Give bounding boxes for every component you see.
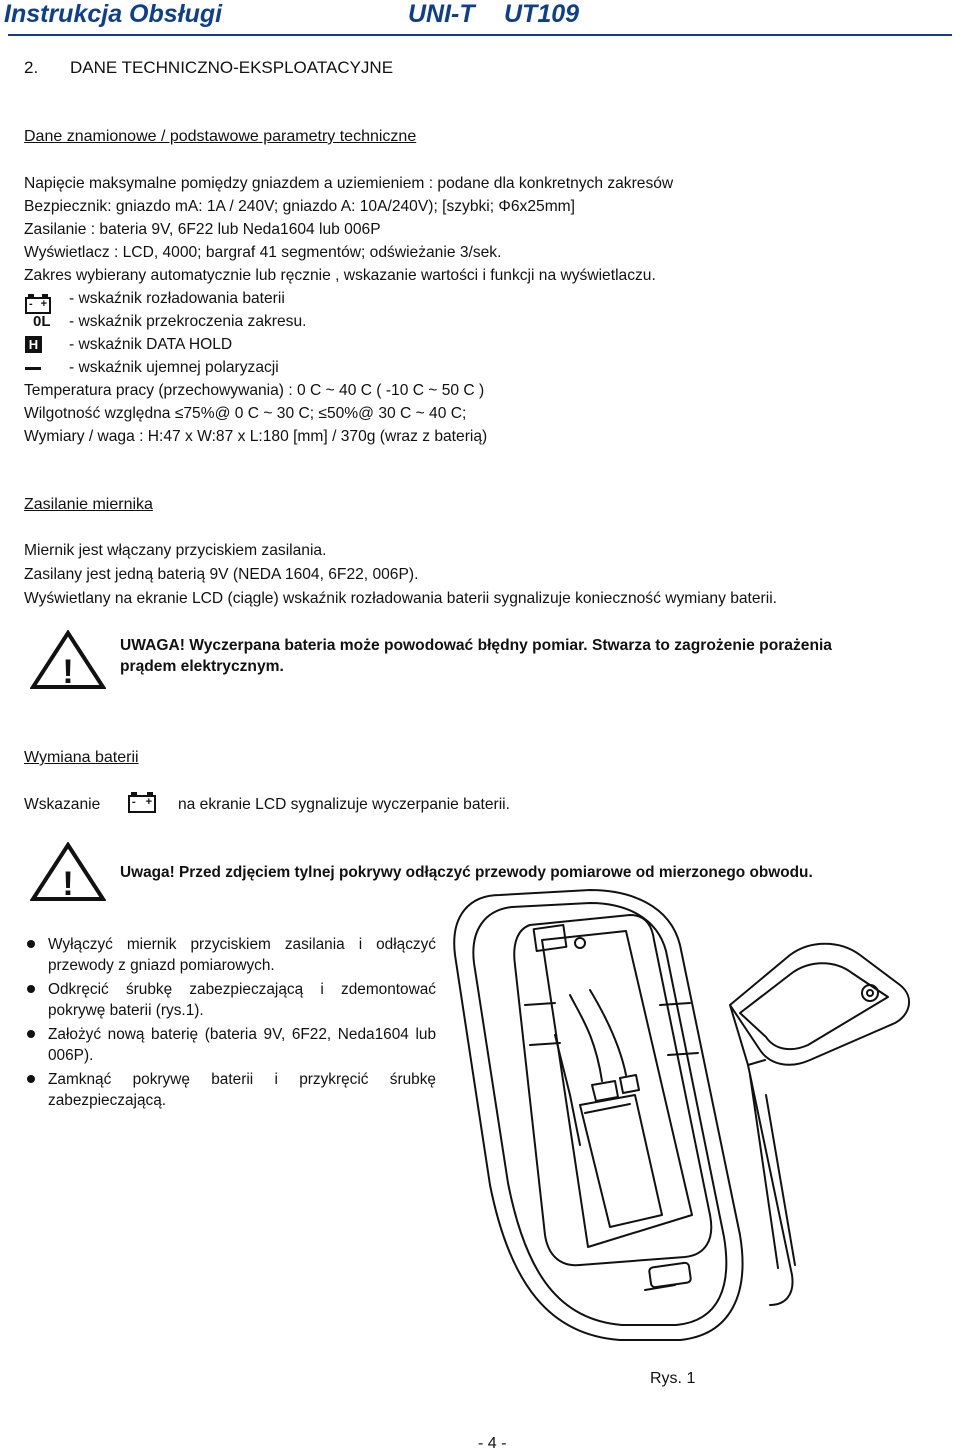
header-model-code: UT109 [504,0,580,28]
battery-minus-sign: - [29,298,33,310]
replace-steps [24,934,436,1114]
spec-line: Wyświetlacz : LCD, 4000; bargraf 41 segmentów; odświeżanie 3/sek. [24,244,502,261]
hold-icon: H [25,336,42,353]
minus-icon [25,367,41,370]
spec-line: Bezpiecznik: gniazdo mA: 1A / 240V; gniazdo A: 10A/240V); [szybki; Φ6x25mm] [24,198,576,215]
power-warning-line1: UWAGA! Wyczerpana bateria może powodować błędny pomiar. Stwarza to zagrożenie porażenia [120,637,832,654]
list-item: Wyłączyć miernik przyciskiem zasilania i odłączyć przewody z gniazd pomiarowych. [24,934,436,976]
ol-icon: 0L [33,313,51,330]
warning-icon [30,842,106,902]
replace-indication-left: Wskazanie [24,796,101,813]
battery-icon-body [128,795,156,813]
header-model: UNI-T [408,0,475,28]
battery-icon [25,293,53,311]
section-title [24,58,393,78]
header-rule [8,34,952,36]
spec-line: Zasilanie : bateria 9V, 6F22 lub Neda1604 lub 006P [24,221,381,238]
indicator-overload-text: - wskaźnik przekroczenia zakresu. [69,313,307,330]
warning-icon [30,630,106,690]
battery-compartment-illustration [430,885,958,1355]
list-item: Założyć nową baterię (bateria 9V, 6F22, Neda1604 lub 006P). [24,1024,436,1066]
spec-line: Wilgotność względna ≤75%@ 0 C ~ 30 C; ≤50%@ 30 C ~ 40 C; [24,405,467,422]
indicator-negative-text: - wskaźnik ujemnej polaryzacji [69,359,279,376]
battery-plus-sign: + [40,298,47,310]
power-heading: Zasilanie miernika [24,496,153,513]
battery-icon [128,790,158,812]
power-warning-line2: prądem elektrycznym. [120,658,284,675]
section-number: 2. [24,58,39,77]
specs-heading: Dane znamionowe / podstawowe parametry techniczne [24,128,417,145]
figure-caption: Rys. 1 [650,1370,696,1387]
list-item: Odkręcić śrubkę zabezpieczającą i zdemontować pokrywę baterii (rys.1). [24,979,436,1021]
replace-heading: Wymiana baterii [24,749,139,766]
warning-mark: ! [62,865,74,902]
power-line: Wyświetlany na ekranie LCD (ciągle) wskaźnik rozładowania baterii sygnalizuje konieczność wymiany baterii. [24,590,778,607]
spec-line: Zakres wybierany automatycznie lub ręcznie , wskazanie wartości i funkcji na wyświetlaczu. [24,267,656,284]
spec-line: Napięcie maksymalne pomiędzy gniazdem a uziemieniem : podane dla konkretnych zakresów [24,175,674,192]
spec-line: Wymiary / waga : H:47 x W:87 x L:180 [mm] / 370g (wraz z baterią) [24,428,488,445]
battery-plus-sign: + [145,796,152,808]
replace-indication-right: na ekranie LCD sygnalizuje wyczerpanie baterii. [178,796,510,813]
replace-warning: Uwaga! Przed zdjęciem tylnej pokrywy odłączyć przewody pomiarowe od mierzonego obwodu. [120,864,813,881]
power-line: Zasilany jest jedną baterią 9V (NEDA 1604, 6F22, 006P). [24,566,419,583]
spec-line: Temperatura pracy (przechowywania) : 0 C ~ 40 C ( -10 C ~ 50 C ) [24,382,485,399]
section-title-text: DANE TECHNICZNO-EKSPLOATACYJNE [70,58,394,77]
warning-mark: ! [62,653,74,690]
indicator-battery-text: - wskaźnik rozładowania baterii [69,290,285,307]
indicator-hold-text: - wskaźnik DATA HOLD [69,336,233,353]
page-number: - 4 - [478,1435,507,1452]
battery-minus-sign: - [132,796,136,808]
power-line: Miernik jest włączany przyciskiem zasilania. [24,542,327,559]
header-title: Instrukcja Obsługi [4,0,223,28]
list-item: Zamknąć pokrywę baterii i przykręcić śrubkę zabezpieczającą. [24,1069,436,1111]
